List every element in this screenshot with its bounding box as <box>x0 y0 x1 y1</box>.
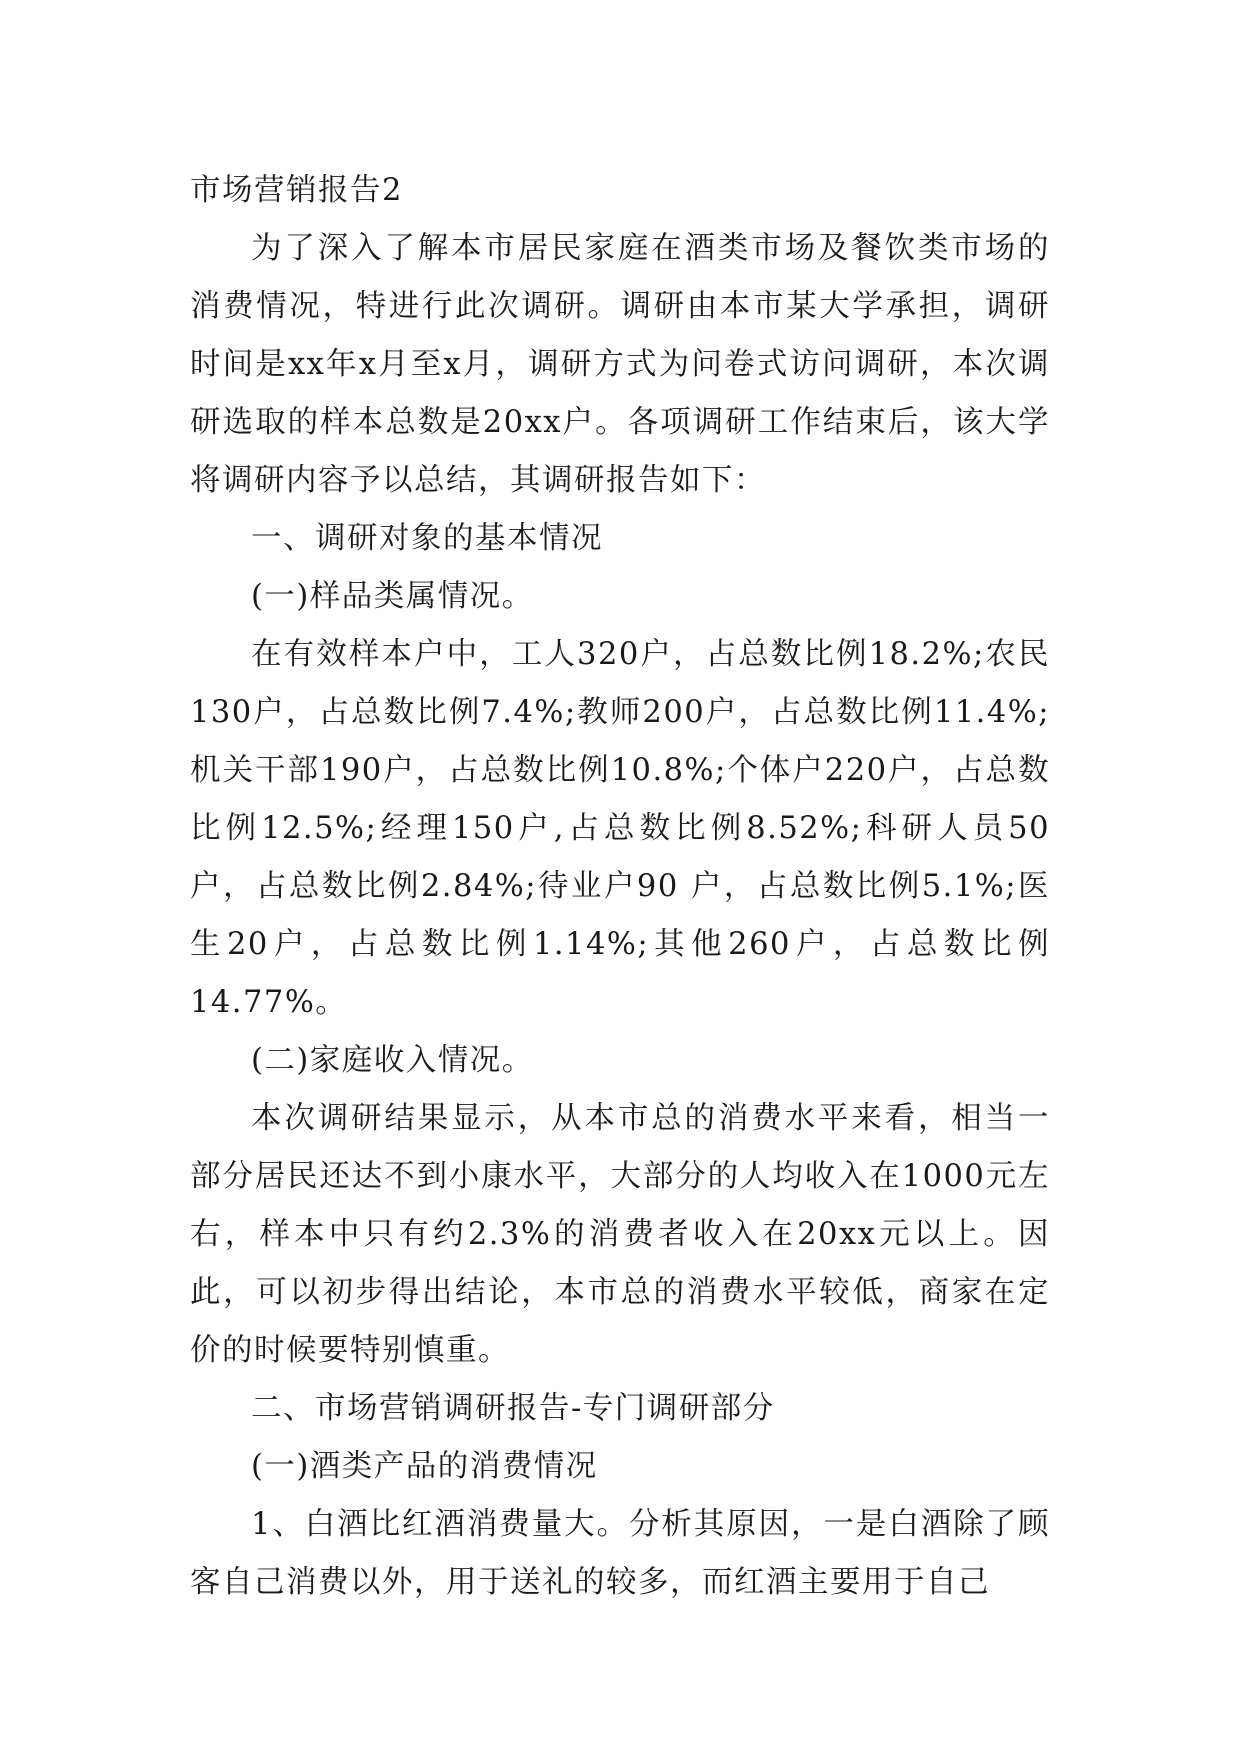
income-paragraph: 本次调研结果显示，从本市总的消费水平来看，相当一部分居民还达不到小康水平，大部分的人均收入在1000元左右，样本中只有约2.3%的消费者收入在20xx元以上。因此，可以初步得出结论，本市总的消费水平较低，商家在定价的时候要特别慎重。 <box>190 1101 1050 1368</box>
document-body <box>190 162 1050 1612</box>
liquor-paragraph: 1、白酒比红酒消费量大。分析其原因，一是白酒除了顾客自己消费以外，用于送礼的较多，而红酒主要用于自己 <box>190 1507 1050 1600</box>
subsection-heading-1-2: (二)家庭收入情况。 <box>251 1043 534 1078</box>
document-title: 市场营销报告2 <box>190 173 403 208</box>
intro-paragraph: 为了深入了解本市居民家庭在酒类市场及餐饮类市场的消费情况，特进行此次调研。调研由本市某大学承担，调研时间是xx年x月至x月，调研方式为问卷式访问调研，本次调研选取的样本总数是20xx户。各项调研工作结束后，该大学将调研内容予以总结，其调研报告如下： <box>190 231 1050 498</box>
subsection-heading-1-1: (一)样品类属情况。 <box>251 579 534 614</box>
section-heading-2: 二、市场营销调研报告-专门调研部分 <box>251 1391 775 1426</box>
subsection-heading-2-1: (一)酒类产品的消费情况 <box>251 1449 598 1484</box>
sample-breakdown-paragraph: 在有效样本户中，工人320户，占总数比例18.2%;农民130户，占总数比例7.4%;教师200户，占总数比例11.4%;机关干部190户，占总数比例10.8%;个体户220户，占总数比例12.5%;经理150户,占总数比例8.52%;科研人员50户，占总数比例2.84%;待业户90 户，占总数比例5.1%;医生20户，占总数比例1.14%;其他260户，占总数比例14.77%。 <box>190 637 1050 1020</box>
section-heading-1: 一、调研对象的基本情况 <box>251 521 603 556</box>
